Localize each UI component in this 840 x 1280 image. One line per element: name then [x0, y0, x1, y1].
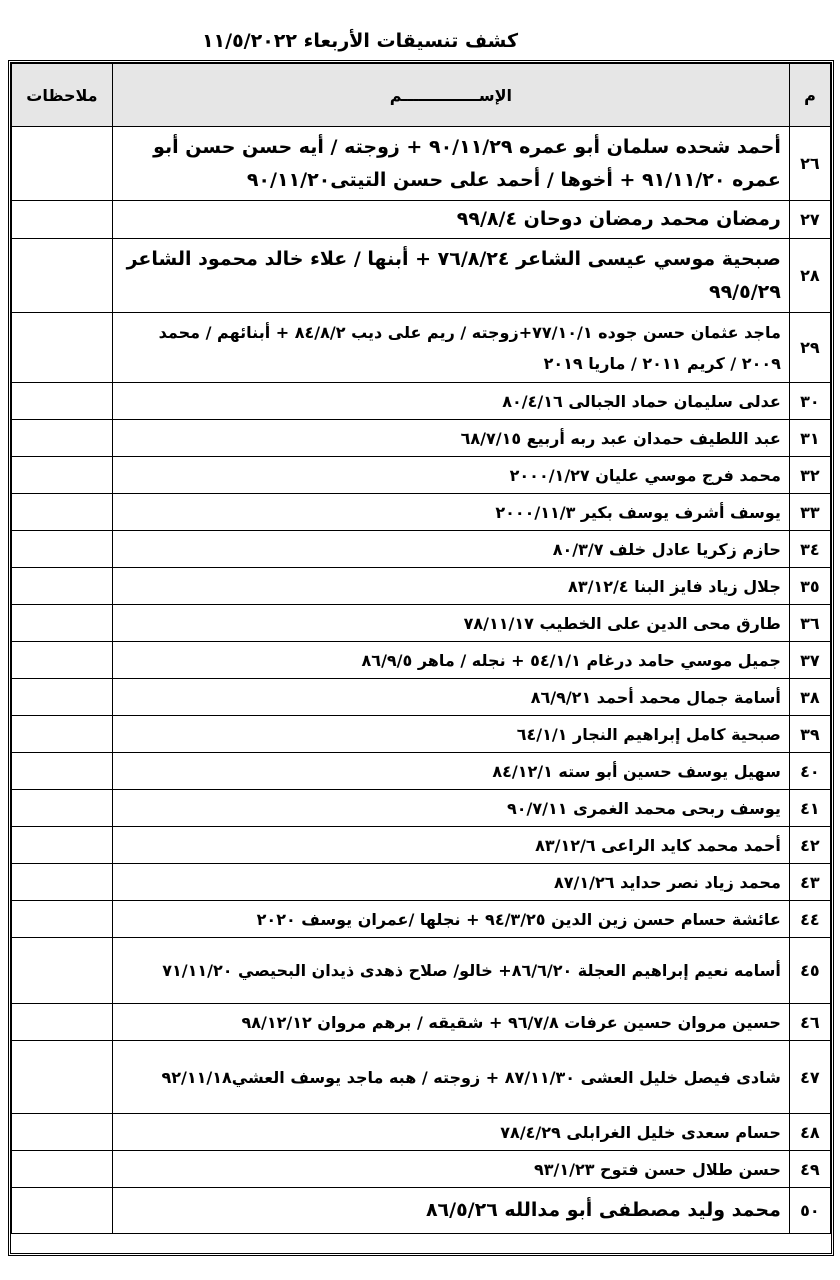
row-notes — [12, 383, 113, 420]
row-number: ٤١ — [789, 790, 830, 827]
row-number: ٣٧ — [789, 642, 830, 679]
row-notes — [12, 313, 113, 383]
table-row — [12, 901, 831, 938]
table-row — [12, 1151, 831, 1188]
row-name: حازم زكريا عادل خلف ٨٠/٣/٧ — [112, 531, 789, 568]
row-notes — [12, 864, 113, 901]
table-row — [12, 938, 831, 1004]
row-name: جميل موسي حامد درغام ٥٤/١/١ + نجله / ماهر ٨٦/٩/٥ — [112, 642, 789, 679]
row-name: حسين مروان حسين عرفات ٩٦/٧/٨ + شقيقه / برهم مروان ٩٨/١٢/١٢ — [112, 1004, 789, 1041]
row-name: أحمد محمد كايد الراعى ٨٣/١٢/٦ — [112, 827, 789, 864]
row-name: عائشة حسام حسن زين الدين ٩٤/٣/٢٥ + نجلها /عمران يوسف ٢٠٢٠ — [112, 901, 789, 938]
row-number: ٤٠ — [789, 753, 830, 790]
document-title: كشف تنسيقات الأربعاء ١١/٥/٢٠٢٢ — [201, 30, 519, 52]
row-name: يوسف أشرف يوسف بكير ٢٠٠٠/١١/٣ — [112, 494, 789, 531]
row-notes — [12, 568, 113, 605]
row-name: ماجد عثمان حسن جوده ٧٧/١٠/١+زوجته / ريم على ديب ٨٤/٨/٢ + أبنائهم / محمد ٢٠٠٩ / كريم ٢٠١١ / ماريا ٢٠١٩ — [112, 313, 789, 383]
table-row — [12, 827, 831, 864]
row-notes — [12, 790, 113, 827]
table-row — [12, 239, 831, 313]
row-number: ٣٣ — [789, 494, 830, 531]
row-number: ٣٤ — [789, 531, 830, 568]
row-number: ٤٦ — [789, 1004, 830, 1041]
row-notes — [12, 1041, 113, 1114]
row-name: أسامة جمال محمد أحمد ٨٦/٩/٢١ — [112, 679, 789, 716]
table-row — [12, 642, 831, 679]
table-row — [12, 1004, 831, 1041]
row-name: أسامه نعيم إبراهيم العجلة ٨٦/٦/٢٠+ خالو/ صلاح ذهدى ذيدان البحيصي ٧١/١١/٢٠ — [112, 938, 789, 1004]
row-notes — [12, 1188, 113, 1234]
table-row — [12, 1041, 831, 1114]
row-name: جلال زياد فايز البنا ٨٣/١٢/٤ — [112, 568, 789, 605]
row-name: صبحية موسي عيسى الشاعر ٧٦/٨/٢٤ + أبنها / علاء خالد محمود الشاعر ٩٩/٥/٢٩ — [112, 239, 789, 313]
row-number: ٤٢ — [789, 827, 830, 864]
row-name: حسن طلال حسن فتوح ٩٣/١/٢٣ — [112, 1151, 789, 1188]
row-number: ٣٢ — [789, 457, 830, 494]
row-number: ٤٣ — [789, 864, 830, 901]
table-row — [12, 313, 831, 383]
row-number: ٤٥ — [789, 938, 830, 1004]
row-name: صبحية كامل إبراهيم النجار ٦٤/١/١ — [112, 716, 789, 753]
table-row — [12, 1114, 831, 1151]
row-name: محمد وليد مصطفى أبو مدالله ٨٦/٥/٢٦ — [112, 1188, 789, 1234]
table-row — [12, 494, 831, 531]
row-name: محمد زياد نصر حدايد ٨٧/١/٢٦ — [112, 864, 789, 901]
table-header-row — [12, 64, 831, 127]
row-notes — [12, 642, 113, 679]
table-row — [12, 457, 831, 494]
row-notes — [12, 716, 113, 753]
table-row — [12, 531, 831, 568]
row-number: ٤٤ — [789, 901, 830, 938]
row-notes — [12, 420, 113, 457]
row-number: ٤٨ — [789, 1114, 830, 1151]
row-notes — [12, 494, 113, 531]
row-number: ٣٥ — [789, 568, 830, 605]
row-notes — [12, 1114, 113, 1151]
row-notes — [12, 239, 113, 313]
row-notes — [12, 1004, 113, 1041]
row-name: حسام سعدى خليل الغرابلى ٧٨/٤/٢٩ — [112, 1114, 789, 1151]
header-name: الإســــــــــــــم — [112, 64, 789, 127]
table-row — [12, 568, 831, 605]
row-number: ٢٦ — [789, 127, 830, 201]
table-row — [12, 753, 831, 790]
row-notes — [12, 127, 113, 201]
row-number: ٣٠ — [789, 383, 830, 420]
table-row — [12, 1188, 831, 1234]
row-name: عدلى سليمان حماد الجبالى ٨٠/٤/١٦ — [112, 383, 789, 420]
table-row — [12, 420, 831, 457]
row-notes — [12, 753, 113, 790]
row-number: ٢٨ — [789, 239, 830, 313]
row-number: ٥٠ — [789, 1188, 830, 1234]
table-row — [12, 679, 831, 716]
header-number: م — [789, 64, 830, 127]
row-notes — [12, 827, 113, 864]
row-number: ٣٩ — [789, 716, 830, 753]
row-number: ٢٩ — [789, 313, 830, 383]
row-number: ٤٩ — [789, 1151, 830, 1188]
row-number: ٢٧ — [789, 201, 830, 239]
row-name: أحمد شحده سلمان أبو عمره ٩٠/١١/٢٩ + زوجته / أيه حسن حسن أبو عمره ٩١/١١/٢٠ + أخوها / أحمد على حسن التيتى٩٠/١١/٢٠ — [112, 127, 789, 201]
table-row — [12, 605, 831, 642]
row-name: سهيل يوسف حسين أبو سته ٨٤/١٢/١ — [112, 753, 789, 790]
names-table — [11, 63, 831, 1234]
row-number: ٣٨ — [789, 679, 830, 716]
table-row — [12, 716, 831, 753]
table-row — [12, 383, 831, 420]
row-notes — [12, 1151, 113, 1188]
table-row — [12, 127, 831, 201]
row-number: ٣١ — [789, 420, 830, 457]
row-name: شادى فيصل خليل العشى ٨٧/١١/٣٠ + زوجته / هبه ماجد يوسف العشي٩٢/١١/١٨ — [112, 1041, 789, 1114]
header-notes: ملاحظات — [12, 64, 113, 127]
row-notes — [12, 605, 113, 642]
row-name: رمضان محمد رمضان دوحان ٩٩/٨/٤ — [112, 201, 789, 239]
table-row — [12, 790, 831, 827]
table-row — [12, 864, 831, 901]
table-row — [12, 201, 831, 239]
row-name: عبد اللطيف حمدان عبد ربه أربيع ٦٨/٧/١٥ — [112, 420, 789, 457]
row-notes — [12, 201, 113, 239]
row-notes — [12, 531, 113, 568]
row-name: طارق محى الدين على الخطيب ٧٨/١١/١٧ — [112, 605, 789, 642]
row-notes — [12, 679, 113, 716]
row-notes — [12, 938, 113, 1004]
row-notes — [12, 457, 113, 494]
row-name: يوسف ربحى محمد الغمرى ٩٠/٧/١١ — [112, 790, 789, 827]
row-name: محمد فرج موسي عليان ٢٠٠٠/١/٢٧ — [112, 457, 789, 494]
row-number: ٤٧ — [789, 1041, 830, 1114]
row-notes — [12, 901, 113, 938]
row-number: ٣٦ — [789, 605, 830, 642]
